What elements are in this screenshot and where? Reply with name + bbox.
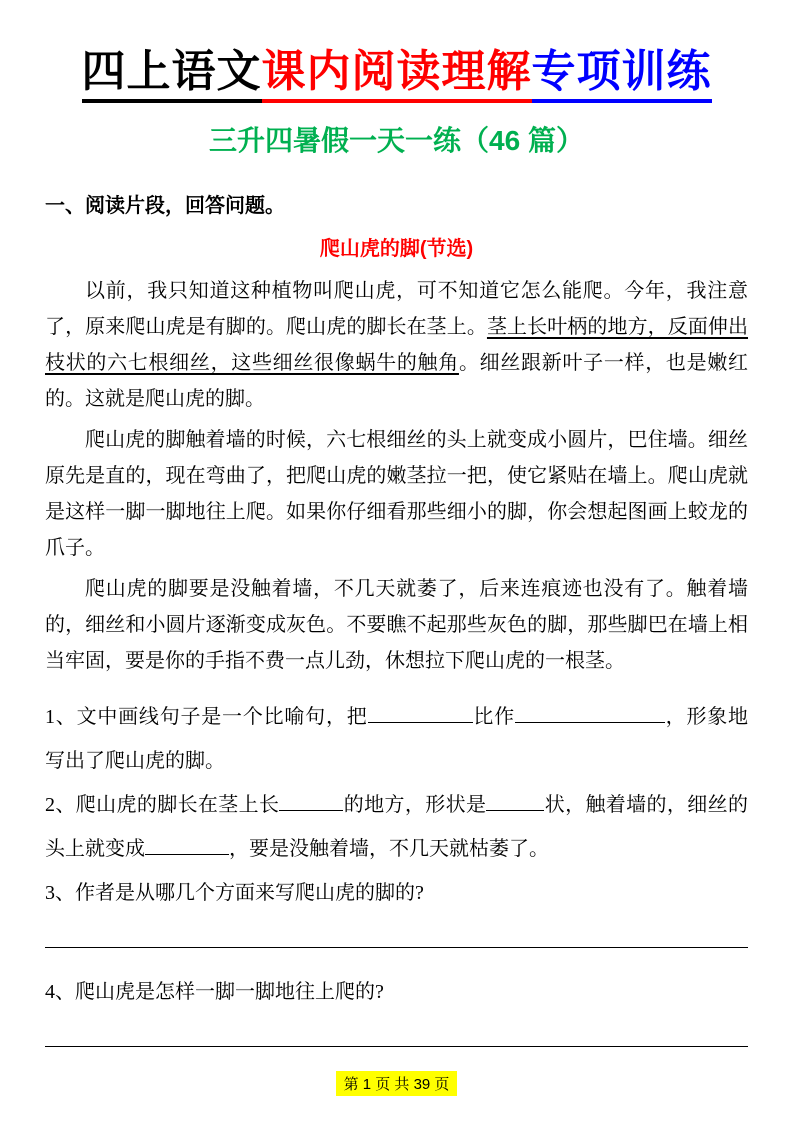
question-1 — [45, 695, 748, 783]
title-segment-black: 四上语文 — [82, 47, 262, 103]
question-4: 4、爬山虎是怎样一脚一脚地往上爬的? — [45, 980, 384, 1003]
question-2-blank-1 — [279, 791, 343, 811]
page-footer — [0, 1071, 793, 1096]
paragraph-2: 爬山虎的脚触着墙的时候，六七根细丝的头上就变成小圆片，巴住墙。细丝原先是直的，现在弯曲了，把爬山虎的嫩茎拉一把，使它紧贴在墙上。爬山虎就是这样一脚一脚地往上爬。如果你仔细看那些细小的脚，你会想起图画上蛟龙的爪子。 — [45, 428, 748, 559]
question-3: 3、作者是从哪几个方面来写爬山虎的脚的? — [45, 881, 424, 904]
article-title: 爬山虎的脚(节选) — [319, 237, 474, 260]
article-body — [45, 273, 748, 679]
questions-section — [45, 695, 748, 1047]
question-2-blank-3 — [145, 835, 229, 855]
page-title — [45, 46, 748, 99]
question-3-answer-line — [45, 947, 748, 948]
question-1-blank-2 — [515, 703, 665, 723]
question-1-text-c: ，形象地写出了爬山虎的脚。 — [45, 705, 749, 772]
paragraph-1-underlined-sentence: 茎上长叶柄的地方，反面伸出枝状的六七根细丝，这些细丝很像蜗牛的触角 — [45, 315, 749, 374]
question-2-text-a: 2、爬山虎的脚长在茎上长 — [45, 793, 280, 816]
question-1-blank-1 — [368, 703, 473, 723]
question-2-text-d: ，要是没触着墙，不几天就枯萎了。 — [229, 837, 549, 860]
question-1-text-b: 比作 — [472, 705, 515, 728]
question-4-answer-line — [45, 1046, 748, 1047]
question-2-text-b: 的地方，形状是 — [343, 793, 487, 816]
title-segment-blue: 专项训练 — [532, 47, 712, 103]
section-heading: 一、阅读片段，回答问题。 — [45, 194, 285, 217]
paragraph-1-post: 。细丝跟新叶子一样，也是嫩红的。这就是爬山虎的脚。 — [45, 351, 749, 410]
page-number-label: 第 1 页 共 39 页 — [336, 1071, 458, 1096]
paragraph-1-pre: 以前，我只知道这种植物叫爬山虎，可不知道它怎么能爬。今年，我注意了，原来爬山虎是有脚的。爬山虎的脚长在茎上。 — [45, 279, 748, 338]
paragraph-1 — [45, 273, 748, 417]
paragraph-3: 爬山虎的脚要是没触着墙，不几天就萎了，后来连痕迹也没有了。触着墙的，细丝和小圆片逐渐变成灰色。不要瞧不起那些灰色的脚，那些脚巴在墙上相当牢固，要是你的手指不费一点儿劲，休想拉下爬山虎的一根茎。 — [45, 577, 748, 672]
page-subtitle: 三升四暑假一天一练（46 篇） — [209, 124, 584, 156]
question-2-text-c: 状，触着墙的，细丝的头上就变成 — [45, 793, 749, 860]
title-segment-red: 课内阅读理解 — [262, 47, 532, 103]
question-1-text-a: 1、文中画线句子是一个比喻句，把 — [45, 705, 368, 728]
question-2 — [45, 783, 748, 871]
question-2-blank-2 — [486, 791, 544, 811]
